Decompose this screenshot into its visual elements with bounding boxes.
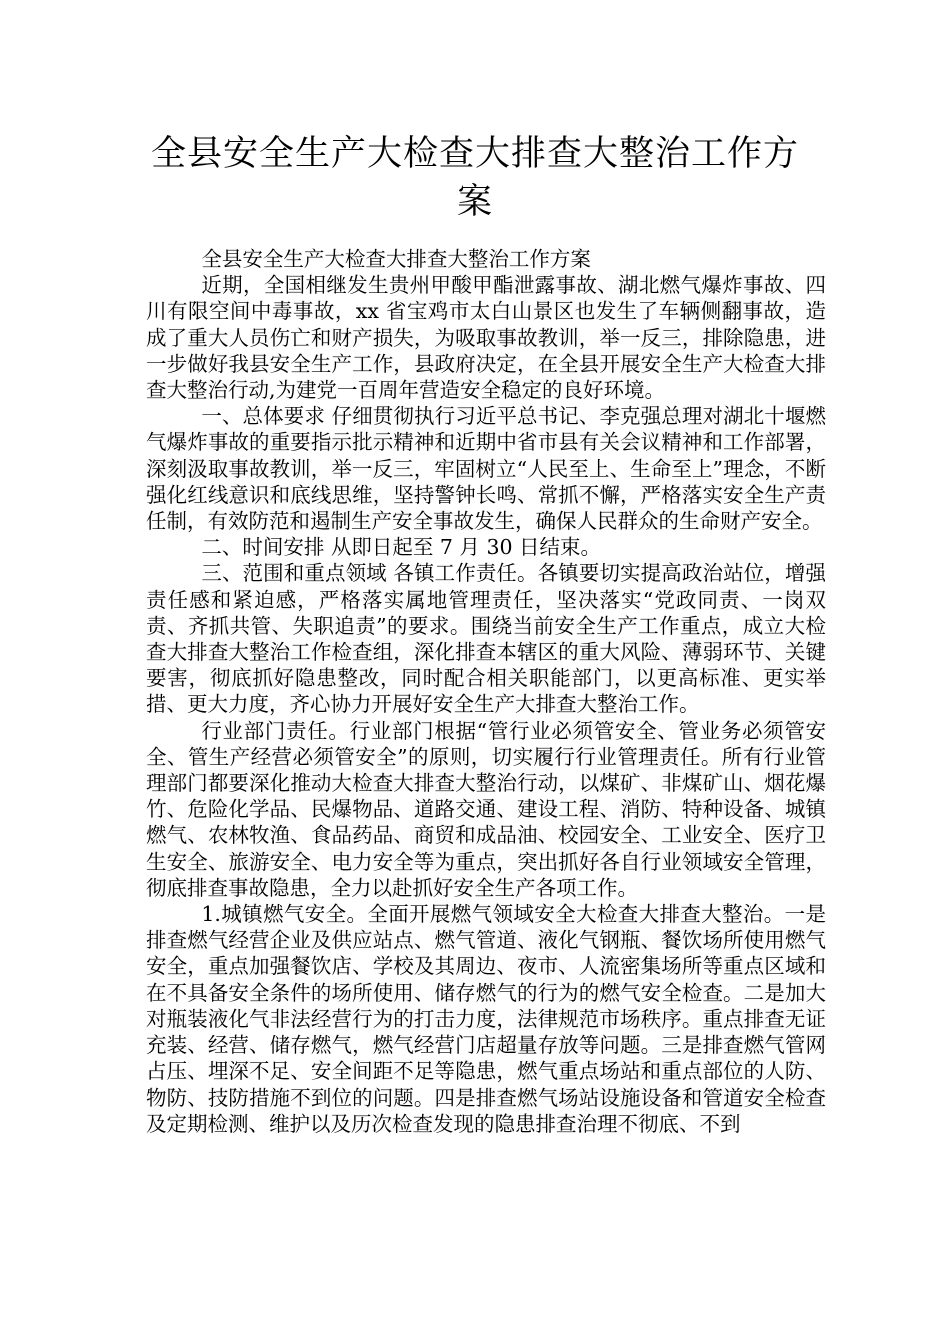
paragraph-subtitle: 全县安全生产大检查大排查大整治工作方案 (201, 247, 591, 271)
paragraph-intro: 近期，全国相继发生贵州甲酸甲酯泄露事故、湖北燃气爆炸事故、四川有限空间中毒事故，xx 省宝鸡市太白山景区也发生了车辆侧翻事故，造成了重大人员伤亡和财产损失，为吸取事故教训，举一反三，排除隐患，进一步做好我县安全生产工作，县政府决定，在全县开展安全生产大检查大排查大整治行动,为建党一百周年营造安全稳定的良好环境。 (146, 273, 826, 403)
paragraph-time-schedule: 二、时间安排 从即日起至 7 月 30 日结束。 (201, 535, 602, 560)
document-title: 全县安全生产大检查大排查大整治工作方案 (150, 134, 799, 222)
paragraph-gas-safety: 1.城镇燃气安全。全面开展燃气领域安全大检查大排查大整治。一是排查燃气经营企业及供应站点、燃气管道、液化气钢瓶、餐饮场所使用燃气安全，重点加强餐饮店、学校及其周边、夜市、人流密集场所等重点区域和在不具备安全条件的场所使用、储存燃气的行为的燃气安全检查。二是加大对瓶装液化气非法经营行为的打击力度，法律规范市场秩序。重点排查无证充装、经营、储存燃气，燃气经营门店超量存放等问题。三是排查燃气管网占压、埋深不足、安全间距不足等隐患，燃气重点场站和重点部位的人防、物防、技防措施不到位的问题。四是排查燃气场站设施设备和管道安全检查及定期检测、维护以及历次检查发现的隐患排查治理不彻底、不到 (146, 902, 826, 1136)
paragraph-general-requirements: 一、总体要求 仔细贯彻执行习近平总书记、李克强总理对湖北十堰燃气爆炸事故的重要指示批示精神和近期中省市县有关会议精神和工作部署，深刻汲取事故教训，举一反三，牢固树立“人民至上、生命至上”理念，不断强化红线意识和底线思维，坚持警钟长鸣、常抓不懈，严格落实安全生产责任制，有效防范和遏制生产安全事故发生，确保人民群众的生命财产安全。 (146, 404, 826, 534)
paragraph-scope-key-areas: 三、范围和重点领域 各镇工作责任。各镇要切实提高政治站位，增强责任感和紧迫感，严格落实属地管理责任，坚决落实“党政同责、一岗双责、齐抓共管、失职追责”的要求。围绕当前安全生产工作重点，成立大检查大排查大整治工作检查组，深化排查本辖区的重大风险、薄弱环节、关键要害，彻底抓好隐患整改，同时配合相关职能部门，以更高标准、更实举措、更大力度，齐心协力开展好安全生产大排查大整治工作。 (146, 561, 826, 717)
document-body (146, 246, 826, 1137)
paragraph-industry-responsibility: 行业部门责任。行业部门根据“管行业必须管安全、管业务必须管安全、管生产经营必须管安全”的原则，切实履行行业管理责任。所有行业管理部门都要深化推动大检查大排查大整治行动，以煤矿、非煤矿山、烟花爆竹、危险化学品、民爆物品、道路交通、建设工程、消防、特种设备、城镇燃气、农林牧渔、食品药品、商贸和成品油、校园安全、工业安全、医疗卫生安全、旅游安全、电力安全等为重点，突出抓好各自行业领域安全管理，彻底排查事故隐患，全力以赴抓好安全生产各项工作。 (146, 718, 826, 900)
